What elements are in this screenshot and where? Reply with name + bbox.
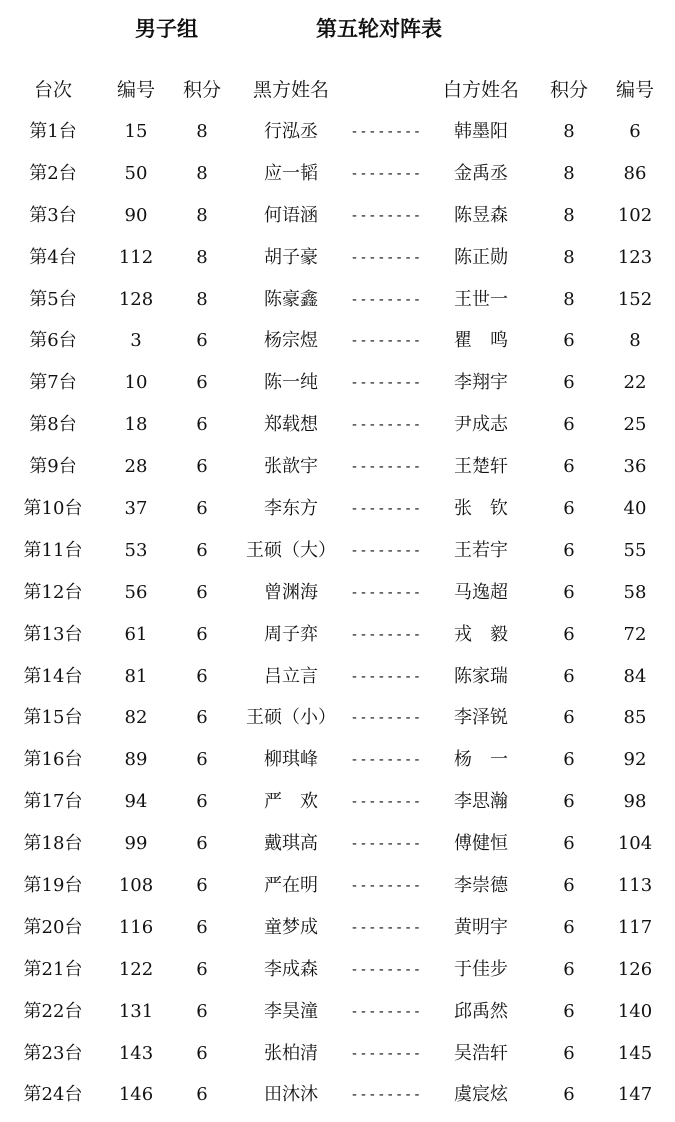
table-row — [0, 1039, 675, 1081]
table-row — [0, 285, 675, 327]
board-cell: 第4台 — [29, 246, 77, 268]
vs-separator: -------- — [350, 542, 422, 559]
white-name-cell: 戎 毅 — [454, 623, 508, 645]
white-points-cell: 6 — [563, 330, 575, 352]
white-number-cell: 113 — [617, 875, 653, 897]
black-number-cell: 108 — [118, 875, 154, 897]
white-number-cell: 40 — [623, 498, 647, 520]
white-points-cell: 6 — [563, 916, 575, 938]
black-number-cell: 146 — [118, 1084, 154, 1106]
white-name-cell: 王世一 — [454, 288, 508, 310]
white-number-cell: 117 — [617, 916, 653, 938]
vs-separator: -------- — [350, 124, 422, 140]
table-row — [0, 578, 675, 620]
black-number-cell: 89 — [124, 749, 148, 771]
black-points-cell: 6 — [196, 707, 208, 729]
black-number-cell: 99 — [124, 833, 148, 855]
white-points-cell: 6 — [563, 623, 575, 645]
black-points-cell: 6 — [196, 1084, 208, 1106]
black-name-cell: 何语涵 — [264, 204, 318, 226]
white-points-cell: 6 — [563, 1042, 575, 1064]
white-name-cell: 王若宇 — [454, 539, 508, 561]
black-points-cell: 8 — [196, 162, 208, 184]
vs-separator: -------- — [350, 919, 422, 936]
black-points-cell: 6 — [196, 414, 208, 436]
black-number-cell: 28 — [124, 456, 148, 478]
white-points-cell: 6 — [563, 665, 575, 687]
black-name-cell: 张歆宇 — [264, 456, 318, 478]
black-number-cell: 81 — [124, 665, 148, 687]
table-row — [0, 620, 675, 662]
white-number-cell: 123 — [617, 246, 653, 268]
black-name-cell: 严在明 — [264, 875, 318, 897]
vs-separator: -------- — [350, 333, 422, 350]
white-number-cell: 92 — [623, 749, 647, 771]
black-name-cell: 童梦成 — [264, 916, 318, 938]
white-points-cell: 6 — [563, 498, 575, 520]
white-points-cell: 6 — [563, 707, 575, 729]
board-cell: 第9台 — [29, 456, 77, 478]
white-name-cell: 邱禹然 — [454, 1000, 508, 1022]
table-row — [0, 703, 675, 745]
header-black-number: 编号 — [116, 79, 155, 101]
table-row — [0, 871, 675, 913]
board-cell: 第13台 — [23, 623, 83, 645]
table-row — [0, 787, 675, 829]
header-white-points: 积分 — [549, 79, 588, 101]
white-points-cell: 6 — [563, 958, 575, 980]
table-row — [0, 410, 675, 452]
board-cell: 第2台 — [29, 162, 77, 184]
vs-separator: -------- — [350, 207, 422, 224]
white-number-cell: 6 — [629, 121, 641, 142]
black-number-cell: 128 — [118, 288, 154, 310]
vs-separator: -------- — [350, 961, 422, 978]
white-number-cell: 22 — [623, 372, 647, 394]
white-name-cell: 陈昱森 — [454, 204, 508, 226]
black-number-cell: 53 — [124, 539, 148, 561]
white-number-cell: 140 — [617, 1000, 653, 1022]
board-cell: 第15台 — [23, 707, 83, 729]
white-name-cell: 陈家瑞 — [454, 665, 508, 687]
header-white-number: 编号 — [615, 79, 654, 101]
white-number-cell: 84 — [623, 665, 647, 687]
black-number-cell: 143 — [118, 1042, 154, 1064]
vs-separator: -------- — [350, 375, 422, 392]
black-name-cell: 王硕（大） — [246, 539, 336, 561]
board-cell: 第7台 — [29, 372, 77, 394]
board-cell: 第16台 — [23, 749, 83, 771]
header-black-name: 黑方姓名 — [252, 79, 329, 101]
white-number-cell: 86 — [623, 162, 647, 184]
board-cell: 第23台 — [23, 1042, 83, 1064]
vs-separator: -------- — [350, 710, 422, 727]
header-board: 台次 — [33, 79, 72, 101]
white-number-cell: 126 — [617, 958, 653, 980]
white-name-cell: 韩墨阳 — [454, 121, 508, 142]
white-name-cell: 尹成志 — [454, 414, 508, 436]
board-cell: 第20台 — [23, 916, 83, 938]
table-row — [0, 662, 675, 704]
vs-separator: -------- — [350, 626, 422, 643]
board-cell: 第22台 — [23, 1000, 83, 1022]
black-name-cell: 应一韬 — [264, 162, 318, 184]
black-name-cell: 严 欢 — [264, 791, 318, 813]
black-name-cell: 戴琪高 — [264, 833, 318, 855]
board-cell: 第17台 — [23, 791, 83, 813]
board-cell: 第14台 — [23, 665, 83, 687]
board-cell: 第6台 — [29, 330, 77, 352]
white-points-cell: 6 — [563, 791, 575, 813]
white-name-cell: 于佳步 — [454, 958, 508, 980]
black-number-cell: 15 — [124, 121, 148, 142]
white-name-cell: 王楚轩 — [454, 456, 508, 478]
white-points-cell: 6 — [563, 833, 575, 855]
black-points-cell: 8 — [196, 204, 208, 226]
black-points-cell: 6 — [196, 372, 208, 394]
black-points-cell: 6 — [196, 1000, 208, 1022]
black-points-cell: 6 — [196, 958, 208, 980]
white-name-cell: 李泽锐 — [454, 707, 508, 729]
white-points-cell: 6 — [563, 875, 575, 897]
header-black-points: 积分 — [182, 79, 221, 101]
black-points-cell: 8 — [196, 121, 208, 142]
round-title: 第五轮对阵表 — [316, 17, 442, 41]
white-name-cell: 陈正勋 — [454, 246, 508, 268]
white-number-cell: 104 — [617, 833, 653, 855]
black-number-cell: 90 — [124, 204, 148, 226]
black-name-cell: 杨宗煜 — [264, 330, 318, 352]
black-number-cell: 56 — [124, 581, 148, 603]
black-number-cell: 112 — [118, 246, 154, 268]
white-name-cell: 吴浩轩 — [454, 1042, 508, 1064]
black-number-cell: 50 — [124, 162, 148, 184]
table-row — [0, 159, 675, 201]
header-white-name: 白方姓名 — [442, 79, 519, 101]
white-name-cell: 黄明宇 — [454, 916, 508, 938]
black-points-cell: 6 — [196, 791, 208, 813]
black-points-cell: 6 — [196, 875, 208, 897]
table-row — [0, 913, 675, 955]
black-name-cell: 周子弈 — [264, 623, 318, 645]
table-row — [0, 536, 675, 578]
black-name-cell: 张柏清 — [264, 1042, 318, 1064]
black-name-cell: 陈豪鑫 — [264, 288, 318, 310]
white-points-cell: 8 — [563, 288, 575, 310]
black-number-cell: 3 — [130, 330, 142, 352]
white-points-cell: 6 — [563, 1084, 575, 1106]
white-points-cell: 6 — [563, 581, 575, 603]
white-points-cell: 8 — [563, 246, 575, 268]
white-number-cell: 55 — [623, 539, 647, 561]
table-header — [0, 75, 675, 105]
table-row — [0, 829, 675, 871]
board-cell: 第19台 — [23, 875, 83, 897]
table-row — [0, 117, 675, 159]
table-row — [0, 745, 675, 787]
black-name-cell: 柳琪峰 — [264, 749, 318, 771]
board-cell: 第1台 — [29, 121, 77, 142]
white-number-cell: 25 — [623, 414, 647, 436]
white-points-cell: 6 — [563, 414, 575, 436]
vs-separator: -------- — [350, 1045, 422, 1062]
black-points-cell: 6 — [196, 456, 208, 478]
board-cell: 第12台 — [23, 581, 83, 603]
table-row — [0, 326, 675, 368]
black-points-cell: 6 — [196, 833, 208, 855]
white-name-cell: 金禹丞 — [454, 162, 508, 184]
black-number-cell: 82 — [124, 707, 148, 729]
table-row — [0, 1080, 675, 1122]
black-points-cell: 6 — [196, 749, 208, 771]
black-points-cell: 8 — [196, 246, 208, 268]
vs-separator: -------- — [350, 584, 422, 601]
table-row — [0, 494, 675, 536]
white-points-cell: 8 — [563, 162, 575, 184]
table-row — [0, 452, 675, 494]
black-name-cell: 王硕（小） — [246, 707, 336, 729]
white-name-cell: 傅健恒 — [454, 833, 508, 855]
board-cell: 第21台 — [23, 958, 83, 980]
white-name-cell: 张 钦 — [454, 498, 508, 520]
vs-separator: -------- — [350, 249, 422, 266]
table-row — [0, 955, 675, 997]
black-number-cell: 131 — [118, 1000, 154, 1022]
board-cell: 第24台 — [23, 1084, 83, 1106]
vs-separator: -------- — [350, 417, 422, 434]
white-name-cell: 李翔宇 — [454, 372, 508, 394]
white-number-cell: 85 — [623, 707, 647, 729]
black-number-cell: 37 — [124, 498, 148, 520]
group-title: 男子组 — [135, 17, 198, 41]
white-name-cell: 虞宸炫 — [454, 1084, 508, 1106]
white-name-cell: 瞿 鸣 — [454, 330, 508, 352]
pairing-table — [0, 117, 675, 1122]
white-number-cell: 36 — [623, 456, 647, 478]
black-points-cell: 6 — [196, 330, 208, 352]
black-points-cell: 6 — [196, 581, 208, 603]
white-points-cell: 6 — [563, 539, 575, 561]
vs-separator: -------- — [350, 878, 422, 895]
black-name-cell: 吕立言 — [264, 665, 318, 687]
white-points-cell: 6 — [563, 456, 575, 478]
white-points-cell: 6 — [563, 1000, 575, 1022]
white-name-cell: 马逸超 — [454, 581, 508, 603]
black-name-cell: 郑载想 — [264, 414, 318, 436]
board-cell: 第5台 — [29, 288, 77, 310]
board-cell: 第8台 — [29, 414, 77, 436]
black-number-cell: 116 — [118, 916, 154, 938]
vs-separator: -------- — [350, 752, 422, 769]
black-number-cell: 94 — [124, 791, 148, 813]
table-row — [0, 997, 675, 1039]
black-name-cell: 行泓丞 — [264, 121, 318, 142]
white-name-cell: 李崇德 — [454, 875, 508, 897]
board-cell: 第3台 — [29, 204, 77, 226]
black-number-cell: 61 — [124, 623, 148, 645]
black-points-cell: 6 — [196, 498, 208, 520]
board-cell: 第10台 — [23, 498, 83, 520]
vs-separator: -------- — [350, 165, 422, 182]
vs-separator: -------- — [350, 668, 422, 685]
vs-separator: -------- — [350, 1087, 422, 1104]
board-cell: 第18台 — [23, 833, 83, 855]
table-row — [0, 243, 675, 285]
white-number-cell: 145 — [617, 1042, 653, 1064]
white-points-cell: 8 — [563, 204, 575, 226]
black-points-cell: 8 — [196, 288, 208, 310]
black-points-cell: 6 — [196, 623, 208, 645]
board-cell: 第11台 — [23, 539, 83, 561]
white-number-cell: 147 — [617, 1084, 653, 1106]
white-points-cell: 8 — [563, 121, 575, 142]
white-number-cell: 58 — [623, 581, 647, 603]
black-number-cell: 122 — [118, 958, 154, 980]
black-points-cell: 6 — [196, 539, 208, 561]
vs-separator: -------- — [350, 291, 422, 308]
black-points-cell: 6 — [196, 665, 208, 687]
white-number-cell: 102 — [617, 204, 653, 226]
black-name-cell: 李昊潼 — [264, 1000, 318, 1022]
white-number-cell: 98 — [623, 791, 647, 813]
vs-separator: -------- — [350, 836, 422, 853]
black-name-cell: 胡子豪 — [264, 246, 318, 268]
vs-separator: -------- — [350, 794, 422, 811]
white-name-cell: 杨 一 — [454, 749, 508, 771]
black-name-cell: 田沐沐 — [264, 1084, 318, 1106]
white-number-cell: 72 — [623, 623, 647, 645]
vs-separator: -------- — [350, 501, 422, 518]
black-name-cell: 李东方 — [264, 498, 318, 520]
black-name-cell: 陈一纯 — [264, 372, 318, 394]
white-number-cell: 152 — [617, 288, 653, 310]
white-points-cell: 6 — [563, 372, 575, 394]
black-number-cell: 18 — [124, 414, 148, 436]
black-points-cell: 6 — [196, 1042, 208, 1064]
black-points-cell: 6 — [196, 916, 208, 938]
black-name-cell: 李成森 — [264, 958, 318, 980]
table-row — [0, 368, 675, 410]
vs-separator: -------- — [350, 459, 422, 476]
white-number-cell: 8 — [629, 330, 641, 352]
white-name-cell: 李思瀚 — [454, 791, 508, 813]
table-row — [0, 201, 675, 243]
black-name-cell: 曾渊海 — [264, 581, 318, 603]
white-points-cell: 6 — [563, 749, 575, 771]
vs-separator: -------- — [350, 1003, 422, 1020]
black-number-cell: 10 — [124, 372, 148, 394]
